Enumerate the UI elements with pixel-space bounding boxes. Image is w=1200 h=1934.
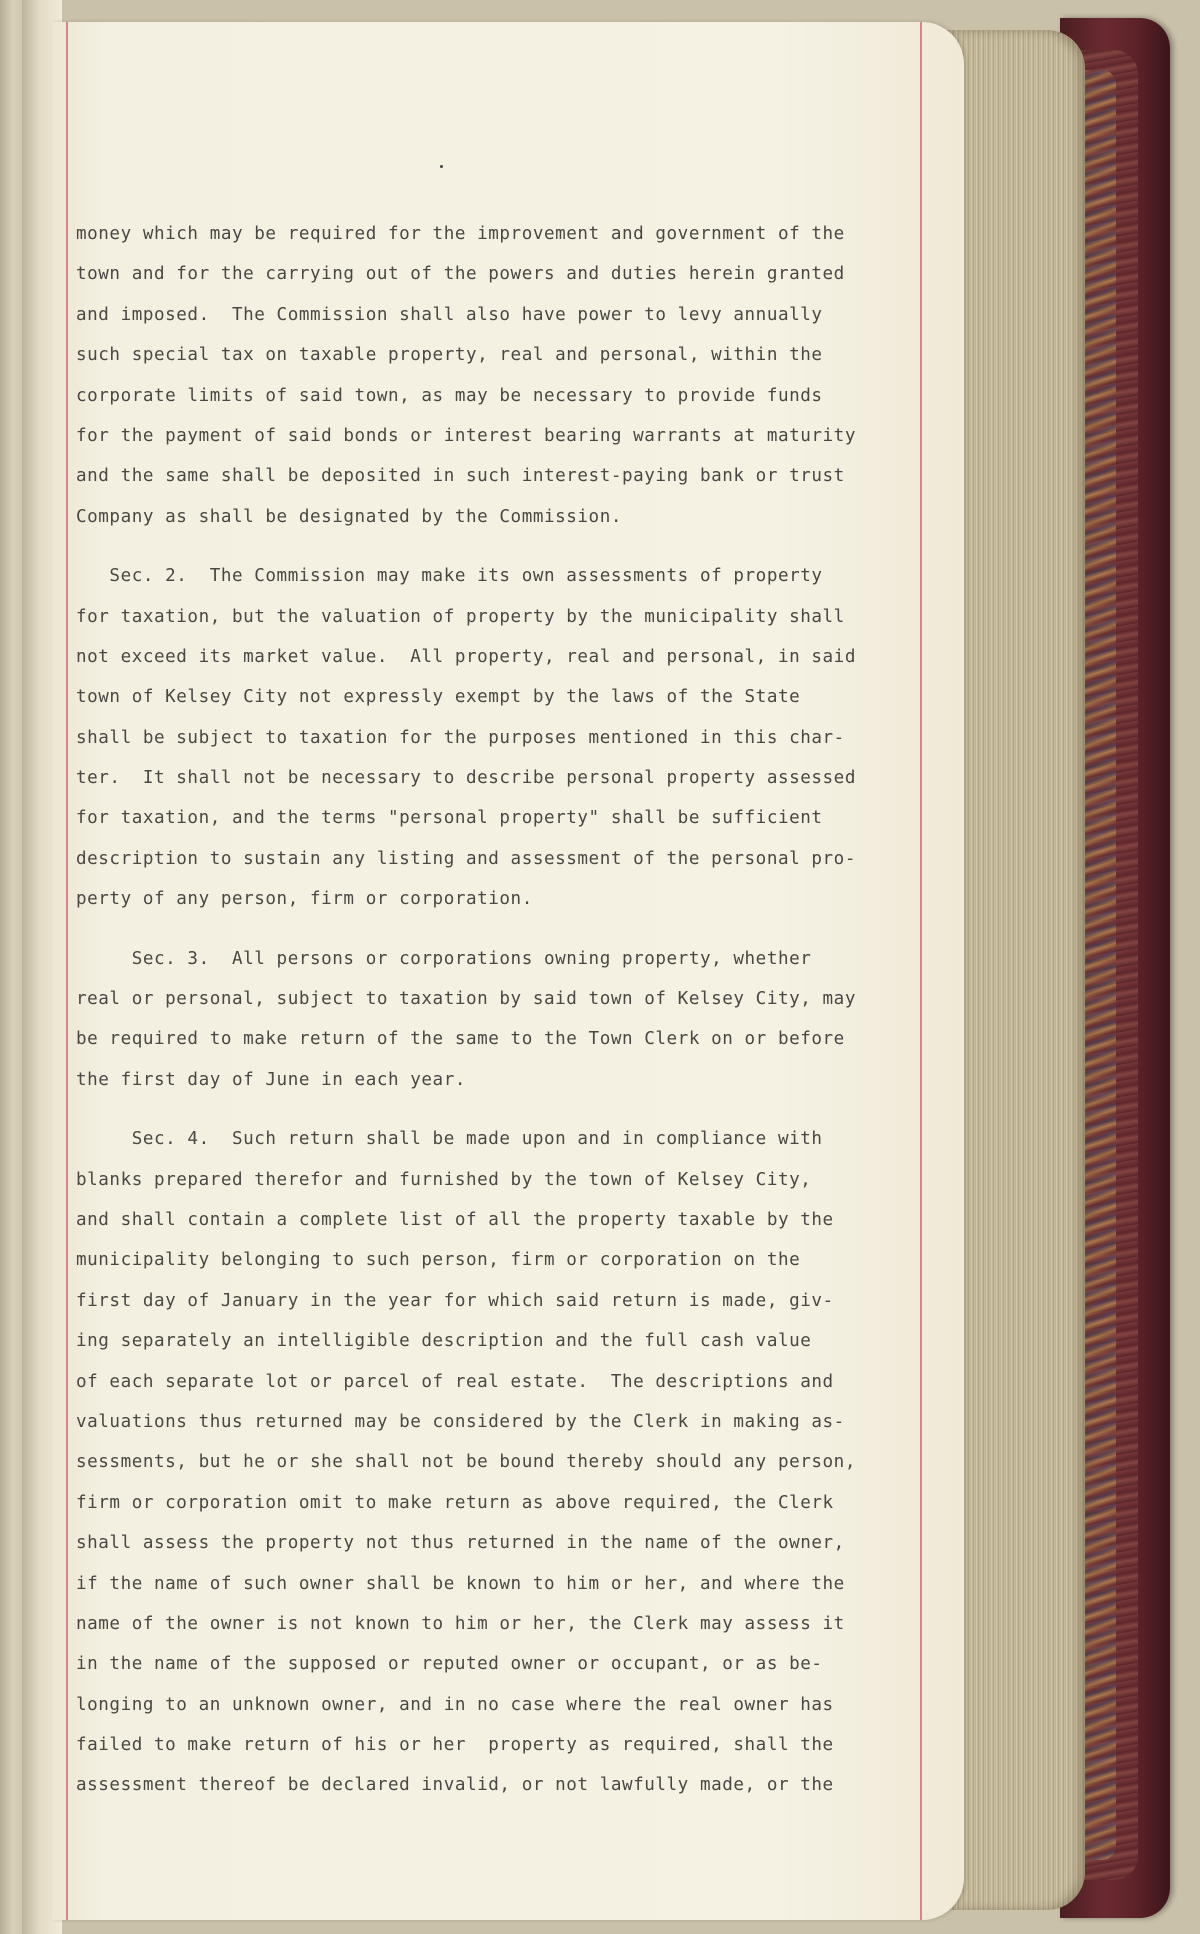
paragraph [76,556,916,920]
text-line: and imposed. The Commission shall also have power to levy annually [76,304,823,325]
text-line: ing separately an intelligible description and the full cash value [76,1331,812,1352]
text-line: be required to make return of the same to the Town Clerk on or before [76,1029,845,1050]
text-line: sessments, but he or she shall not be bound thereby should any person, [76,1452,856,1473]
text-line: description to sustain any listing and assessment of the personal pro- [76,848,856,869]
typewritten-text-body [76,214,916,1806]
text-line: blanks prepared therefor and furnished by the town of Kelsey City, [76,1169,812,1190]
text-line: name of the owner is not known to him or her, the Clerk may assess it [76,1613,845,1634]
text-line: town of Kelsey City not expressly exempt by the laws of the State [76,687,801,708]
text-line: such special tax on taxable property, real and personal, within the [76,345,823,366]
text-line: Company as shall be designated by the Commission. [76,506,622,527]
text-line: failed to make return of his or her property as required, shall the [76,1735,834,1756]
text-line: town and for the carrying out of the powers and duties herein granted [76,264,845,285]
paragraph [76,1119,916,1806]
ink-mark [440,165,443,168]
text-line: for taxation, but the valuation of property by the municipality shall [76,606,845,627]
text-line: Sec. 4. Such return shall be made upon and in compliance with [76,1129,823,1150]
text-line: valuations thus returned may be considered by the Clerk in making as- [76,1411,845,1432]
text-line: assessment thereof be declared invalid, or not lawfully made, or the [76,1775,834,1796]
paragraph [76,939,916,1101]
text-line: firm or corporation omit to make return as above required, the Clerk [76,1492,834,1513]
text-line: in the name of the supposed or reputed owner or occupant, or as be- [76,1654,823,1675]
text-line: Sec. 3. All persons or corporations owning property, whether [76,948,812,969]
text-line: longing to an unknown owner, and in no case where the real owner has [76,1694,834,1715]
text-line: and shall contain a complete list of all the property taxable by the [76,1209,834,1230]
text-line: shall assess the property not thus returned in the name of the owner, [76,1533,845,1554]
paragraph-gap [76,920,916,939]
paragraph-gap [76,1100,916,1119]
right-margin-rule [920,22,922,1920]
text-line: and the same shall be deposited in such interest-paying bank or trust [76,466,845,487]
text-line: corporate limits of said town, as may be necessary to provide funds [76,385,823,406]
text-line: if the name of such owner shall be known to him or her, and where the [76,1573,845,1594]
text-line: shall be subject to taxation for the purposes mentioned in this char- [76,727,845,748]
left-margin-rule [66,22,68,1920]
text-line: money which may be required for the improvement and government of the [76,224,845,244]
text-line: of each separate lot or parcel of real estate. The descriptions and [76,1371,834,1392]
paragraph-gap [76,537,916,556]
text-line: for the payment of said bonds or interest bearing warrants at maturity [76,425,856,446]
marbled-page-edge [1080,70,1116,1860]
text-line: for taxation, and the terms "personal property" shall be sufficient [76,808,823,829]
previous-page-edge [0,0,22,1934]
text-line: ter. It shall not be necessary to describe personal property assessed [76,768,856,789]
paragraph [76,214,916,537]
text-line: not exceed its market value. All property, real and personal, in said [76,646,856,667]
text-line: perty of any person, firm or corporation. [76,889,533,910]
text-line: Sec. 2. The Commission may make its own assessments of property [76,566,823,587]
text-line: the first day of June in each year. [76,1069,466,1090]
text-line: first day of January in the year for which said return is made, giv- [76,1290,834,1311]
text-line: real or personal, subject to taxation by said town of Kelsey City, may [76,989,856,1010]
text-line: municipality belonging to such person, firm or corporation on the [76,1250,801,1271]
